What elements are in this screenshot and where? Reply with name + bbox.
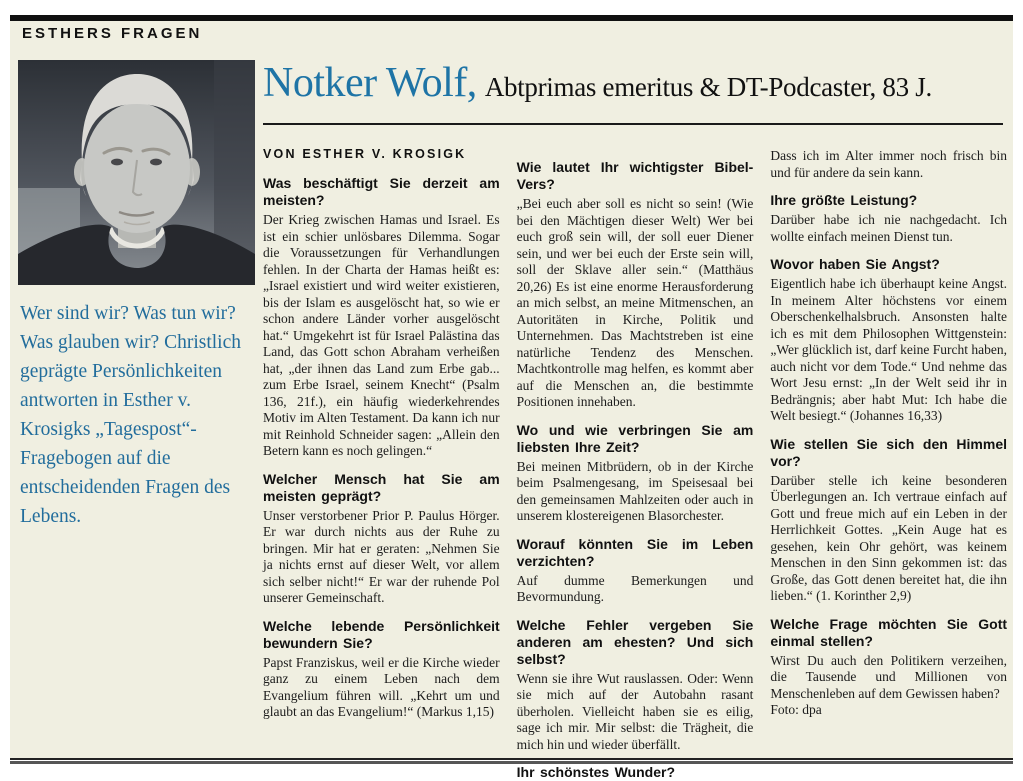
photo-credit: Foto: dpa bbox=[770, 702, 822, 717]
portrait-photo-illustration bbox=[18, 60, 255, 285]
byline: VON ESTHER V. KROSIGK bbox=[263, 147, 467, 161]
interview-answer: Wenn sie ihre Wut rauslassen. Oder: Wenn sie mich auf der Autobahn rasant überholen. Vielleicht haben sie es eilig, sage ich mir. Mir selbst: die Trägheit, die mich hin und wieder überfällt. bbox=[516, 670, 754, 752]
interview-question: Welcher Mensch hat Sie am meisten geprägt? bbox=[263, 470, 500, 504]
article-column-2 bbox=[516, 143, 754, 780]
series-intro-text: Wer sind wir? Was tun wir? Was glauben wir? Christlich geprägte Persönlichkeiten antworten in Esther v. Krosigks „Tagespost“-Fragebogen auf die entscheidenden Fragen des Lebens. bbox=[20, 303, 242, 527]
headline bbox=[263, 59, 932, 107]
portrait-photo bbox=[18, 60, 255, 285]
interview-question: Wovor haben Sie Angst? bbox=[770, 256, 940, 272]
interview-question: Wie stellen Sie sich den Himmel vor? bbox=[770, 435, 1008, 469]
interview-question: Wo und wie verbringen Sie am liebsten Ihre Zeit? bbox=[516, 421, 754, 455]
headline-suffix: Abtprimas emeritus & DT-Podcaster, 83 J. bbox=[484, 72, 932, 102]
interview-answer: Eigentlich habe ich überhaupt keine Angst. In meinem Alter höchstens vor einem Oberschenkelhalsbruch. Ansonsten halte ich es mit dem Philosophen Wittgenstein: „Wer glücklich ist, darf keine Furcht haben, auch nicht vor dem Tode.“ Und nehme das Wort Jesu ernst: „In der Welt seid ihr in Bedrängnis; aber habt Mut: Ich habe die Welt besiegt.“ (Johannes 16,33) bbox=[770, 276, 1008, 423]
headline-name: Notker Wolf, bbox=[263, 60, 477, 106]
interview-question: Welche Fehler vergeben Sie anderen am ehesten? Und sich selbst? bbox=[516, 616, 754, 667]
interview-answer: Bei meinen Mitbrüdern, ob in der Kirche beim Psalmengesang, im Speisesaal bei den gemeinsamen Mahlzeiten oder auch in unserem klostereigenen Blasorchester. bbox=[516, 458, 754, 523]
interview-question: Was beschäftigt Sie derzeit am meisten? bbox=[263, 175, 500, 208]
interview-question: Ihr schönstes Wunder? bbox=[516, 764, 675, 780]
interview-answer: Der Krieg zwischen Hamas und Israel. Es ist ein schier unlösbares Dilemma. Sogar die Voraussetzungen für Verhandlungen fehlen. In der Charta der Hamas heißt es: „Israel existiert und wird weiter existieren, bis der Islam es ausgelöscht hat, so wie er schon andere Länder vorher ausgelöscht hat.“ Umgekehrt ist für Israel Palästina das Land, das Gott schon Abraham verheißen hat, „der ihnen das Land zum Erbe gab... zum Erbe Israel, seinem Knecht“ (Psalm 136, 21f.), ein häufig wiederkehrendes Motiv im Alten Testament. Da kann ich nur mit Reinhold Schneider sagen: „Allein den Betern kann es noch gelingen.“ bbox=[263, 212, 500, 458]
interview-answer: „Bei euch aber soll es nicht so sein! (Wie bei den Mächtigen dieser Welt) Wer bei euch groß sein will, der soll euer Diener sein, und wer bei euch der Erste sein will, soll der Sklave aller sein.“ (Matthäus 20,26) Es ist eine enorme Herausforderung an mich selbst, an meine Mitmenschen, an Autoritäten in Kirche, Politik und Unternehmen. Das Machtstreben ist eine natürliche Tendenz des Menschen. Machtkontrolle mag helfen, es kommt aber auf die Menschen an, die bestimmte Positionen innehaben. bbox=[516, 196, 754, 409]
interview-answer: Unser verstorbener Prior P. Paulus Hörger. Er war durch nichts aus der Ruhe zu bringen. Mir hat er geraten: „Nehmen Sie ja nichts ernst auf dieser Welt, vor allem sich selber nicht!“ Er war der ruhende Pol unserer Gemeinschaft. bbox=[263, 507, 500, 605]
interview-answer: Darüber habe ich nie nachgedacht. Ich wollte einfach meinen Dienst tun. bbox=[770, 212, 1008, 244]
article-columns bbox=[263, 143, 1008, 780]
interview-question: Wie lautet Ihr wichtigster Bibel-Vers? bbox=[516, 159, 754, 192]
interview-answer: Wirst Du auch den Politikern verzeihen, die Tausende und Millionen von Menschenleben auf dem Gewissen haben? bbox=[770, 652, 1008, 701]
interview-answer: Darüber stelle ich keine besonderen Überlegungen an. Ich vertraue einfach auf Gott und freue mich auf ein Leben in der Herrlichkeit Gottes. „Kein Auge hat es gesehen, kein Ohr gehört, was keinem Menschen in den Sinn gekommen ist: das Große, das Gott denen bereitet hat, die ihn lieben.“ (1. Korinther 2,9) bbox=[770, 472, 1008, 603]
article-column-1 bbox=[263, 143, 500, 755]
bottom-rule-thick bbox=[10, 761, 1013, 764]
interview-answer: Papst Franziskus, weil er die Kirche wieder ganz zu einem Leben nach dem Evangelium führen will. „Kehrt um und glaubt an das Evangelium!“ (Markus 1,15) bbox=[263, 654, 500, 719]
interview-answer: Dass ich im Alter immer noch frisch bin und für andere da sein kann. bbox=[770, 148, 1008, 180]
headline-rule bbox=[263, 123, 1003, 125]
section-kicker: ESTHERS FRAGEN bbox=[22, 25, 203, 42]
bottom-rule-thin bbox=[10, 758, 1013, 760]
interview-question: Welche lebende Persönlichkeit bewundern Sie? bbox=[263, 617, 500, 651]
interview-question: Worauf könnten Sie im Leben verzichten? bbox=[516, 535, 754, 569]
interview-answer: Auf dumme Bemerkungen und Bevormundung. bbox=[516, 572, 754, 604]
article-column-3 bbox=[770, 143, 1007, 755]
article-sheet bbox=[10, 21, 1013, 780]
interview-question: Welche Frage möchten Sie Gott einmal stellen? bbox=[770, 615, 1008, 649]
interview-question: Ihre größte Leistung? bbox=[770, 192, 918, 208]
